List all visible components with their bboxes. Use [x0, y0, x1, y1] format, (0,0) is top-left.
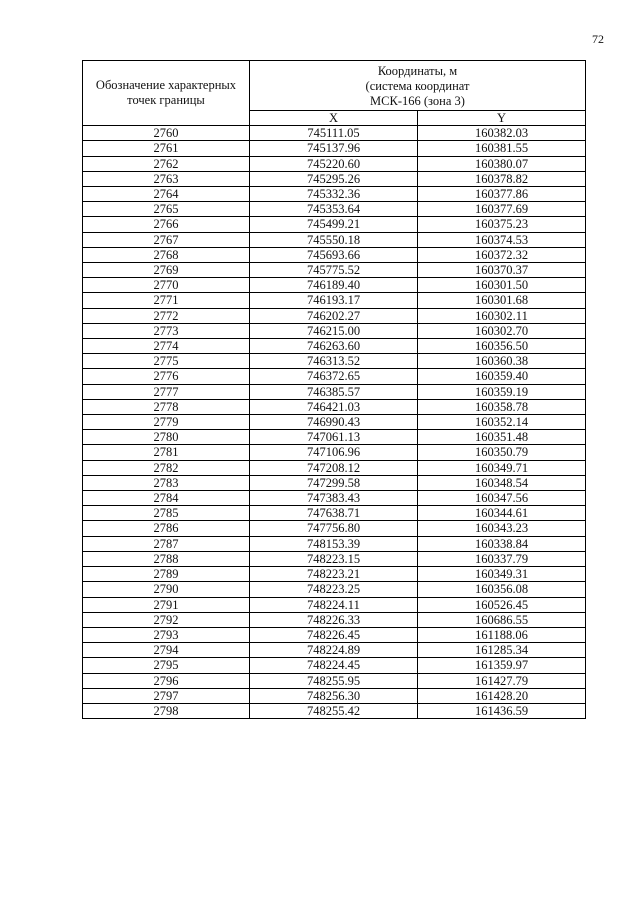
point-id-cell: 2785: [83, 506, 250, 521]
table-row: [83, 460, 586, 475]
point-id-cell: 2763: [83, 171, 250, 186]
table-row: [83, 688, 586, 703]
y-coordinate-cell: 161359.97: [418, 658, 586, 673]
point-id-cell: 2793: [83, 627, 250, 642]
column-y-header: Y: [418, 111, 586, 126]
point-id-cell: 2780: [83, 430, 250, 445]
table-row: [83, 475, 586, 490]
point-id-cell: 2782: [83, 460, 250, 475]
table-row: [83, 536, 586, 551]
page-number: 72: [592, 32, 604, 46]
coordinates-table: [82, 60, 586, 719]
point-id-cell: 2769: [83, 263, 250, 278]
x-coordinate-cell: 747756.80: [250, 521, 418, 536]
table-row: [83, 673, 586, 688]
y-coordinate-cell: 160352.14: [418, 415, 586, 430]
x-coordinate-cell: 747106.96: [250, 445, 418, 460]
table-row: [83, 156, 586, 171]
y-coordinate-cell: 160377.86: [418, 187, 586, 202]
point-id-cell: 2778: [83, 399, 250, 414]
y-coordinate-cell: 160343.23: [418, 521, 586, 536]
x-coordinate-cell: 745332.36: [250, 187, 418, 202]
y-coordinate-cell: 160338.84: [418, 536, 586, 551]
x-coordinate-cell: 747299.58: [250, 475, 418, 490]
y-coordinate-cell: 161188.06: [418, 627, 586, 642]
table-row: [83, 643, 586, 658]
x-coordinate-cell: 745353.64: [250, 202, 418, 217]
point-id-cell: 2777: [83, 384, 250, 399]
table-row: [83, 658, 586, 673]
table-row: [83, 308, 586, 323]
point-id-cell: 2767: [83, 232, 250, 247]
y-coordinate-cell: 160382.03: [418, 126, 586, 141]
table-row: [83, 354, 586, 369]
table-body: [83, 126, 586, 719]
x-coordinate-cell: 748226.33: [250, 612, 418, 627]
x-coordinate-cell: 748223.25: [250, 582, 418, 597]
point-id-cell: 2772: [83, 308, 250, 323]
x-coordinate-cell: 746990.43: [250, 415, 418, 430]
x-coordinate-cell: 748223.15: [250, 551, 418, 566]
point-id-cell: 2768: [83, 247, 250, 262]
x-coordinate-cell: 746202.27: [250, 308, 418, 323]
point-id-cell: 2779: [83, 415, 250, 430]
table-row: [83, 627, 586, 642]
table-row: [83, 263, 586, 278]
point-id-cell: 2760: [83, 126, 250, 141]
table-header-row: [83, 61, 586, 111]
point-id-cell: 2770: [83, 278, 250, 293]
x-coordinate-cell: 746313.52: [250, 354, 418, 369]
coordinates-header-line1: Координаты, м: [377, 64, 458, 78]
x-coordinate-cell: 748223.21: [250, 567, 418, 582]
y-coordinate-cell: 160370.37: [418, 263, 586, 278]
y-coordinate-cell: 160349.31: [418, 567, 586, 582]
x-coordinate-cell: 745220.60: [250, 156, 418, 171]
point-id-cell: 2773: [83, 323, 250, 338]
table-row: [83, 293, 586, 308]
point-id-cell: 2775: [83, 354, 250, 369]
point-id-cell: 2761: [83, 141, 250, 156]
y-coordinate-cell: 160301.50: [418, 278, 586, 293]
x-coordinate-cell: 745693.66: [250, 247, 418, 262]
x-coordinate-cell: 747638.71: [250, 506, 418, 521]
table-row: [83, 187, 586, 202]
y-coordinate-cell: 160348.54: [418, 475, 586, 490]
x-coordinate-cell: 745137.96: [250, 141, 418, 156]
table-row: [83, 369, 586, 384]
x-coordinate-cell: 746189.40: [250, 278, 418, 293]
x-coordinate-cell: 748256.30: [250, 688, 418, 703]
y-coordinate-cell: 160356.50: [418, 339, 586, 354]
y-coordinate-cell: 160372.32: [418, 247, 586, 262]
point-id-cell: 2798: [83, 703, 250, 718]
point-id-cell: 2790: [83, 582, 250, 597]
x-coordinate-cell: 746372.65: [250, 369, 418, 384]
table-row: [83, 278, 586, 293]
table-row: [83, 217, 586, 232]
point-id-cell: 2795: [83, 658, 250, 673]
y-coordinate-cell: 160359.19: [418, 384, 586, 399]
table-row: [83, 582, 586, 597]
y-coordinate-cell: 160377.69: [418, 202, 586, 217]
table-row: [83, 703, 586, 718]
table-row: [83, 323, 586, 338]
coordinates-header-line3: МСК-166 (зона 3): [370, 94, 465, 108]
x-coordinate-cell: 746193.17: [250, 293, 418, 308]
x-coordinate-cell: 745295.26: [250, 171, 418, 186]
x-coordinate-cell: 748153.39: [250, 536, 418, 551]
table-row: [83, 521, 586, 536]
y-coordinate-cell: 160380.07: [418, 156, 586, 171]
table-row: [83, 551, 586, 566]
table-row: [83, 247, 586, 262]
y-coordinate-cell: 160351.48: [418, 430, 586, 445]
y-coordinate-cell: 160350.79: [418, 445, 586, 460]
y-coordinate-cell: 160302.70: [418, 323, 586, 338]
point-id-cell: 2787: [83, 536, 250, 551]
point-id-cell: 2783: [83, 475, 250, 490]
x-coordinate-cell: 748255.95: [250, 673, 418, 688]
column-x-header: X: [250, 111, 418, 126]
point-designation-header: Обозначение характерных точек границы: [83, 61, 250, 126]
coordinates-group-header: [250, 61, 586, 111]
point-id-cell: 2762: [83, 156, 250, 171]
y-coordinate-cell: 160686.55: [418, 612, 586, 627]
table-row: [83, 126, 586, 141]
point-id-cell: 2797: [83, 688, 250, 703]
y-coordinate-cell: 160526.45: [418, 597, 586, 612]
point-id-cell: 2781: [83, 445, 250, 460]
x-coordinate-cell: 746385.57: [250, 384, 418, 399]
point-id-cell: 2784: [83, 491, 250, 506]
table-row: [83, 612, 586, 627]
y-coordinate-cell: 160347.56: [418, 491, 586, 506]
table-row: [83, 399, 586, 414]
table-row: [83, 384, 586, 399]
x-coordinate-cell: 748226.45: [250, 627, 418, 642]
point-id-cell: 2794: [83, 643, 250, 658]
x-coordinate-cell: 748224.11: [250, 597, 418, 612]
table-row: [83, 232, 586, 247]
point-id-cell: 2791: [83, 597, 250, 612]
y-coordinate-cell: 160349.71: [418, 460, 586, 475]
point-id-cell: 2792: [83, 612, 250, 627]
point-id-cell: 2771: [83, 293, 250, 308]
y-coordinate-cell: 160344.61: [418, 506, 586, 521]
y-coordinate-cell: 161428.20: [418, 688, 586, 703]
x-coordinate-cell: 746263.60: [250, 339, 418, 354]
x-coordinate-cell: 747383.43: [250, 491, 418, 506]
table-row: [83, 141, 586, 156]
x-coordinate-cell: 748224.89: [250, 643, 418, 658]
point-id-cell: 2786: [83, 521, 250, 536]
table-row: [83, 445, 586, 460]
x-coordinate-cell: 745775.52: [250, 263, 418, 278]
x-coordinate-cell: 745111.05: [250, 126, 418, 141]
y-coordinate-cell: 160356.08: [418, 582, 586, 597]
point-id-cell: 2789: [83, 567, 250, 582]
y-coordinate-cell: 161436.59: [418, 703, 586, 718]
table-row: [83, 506, 586, 521]
y-coordinate-cell: 160359.40: [418, 369, 586, 384]
x-coordinate-cell: 747061.13: [250, 430, 418, 445]
x-coordinate-cell: 748255.42: [250, 703, 418, 718]
y-coordinate-cell: 160337.79: [418, 551, 586, 566]
table-row: [83, 491, 586, 506]
point-id-cell: 2766: [83, 217, 250, 232]
x-coordinate-cell: 745550.18: [250, 232, 418, 247]
y-coordinate-cell: 160358.78: [418, 399, 586, 414]
table-row: [83, 202, 586, 217]
y-coordinate-cell: 160375.23: [418, 217, 586, 232]
point-id-cell: 2796: [83, 673, 250, 688]
table-row: [83, 171, 586, 186]
y-coordinate-cell: 160302.11: [418, 308, 586, 323]
x-coordinate-cell: 745499.21: [250, 217, 418, 232]
y-coordinate-cell: 160381.55: [418, 141, 586, 156]
y-coordinate-cell: 160301.68: [418, 293, 586, 308]
point-id-cell: 2765: [83, 202, 250, 217]
y-coordinate-cell: 161427.79: [418, 673, 586, 688]
y-coordinate-cell: 161285.34: [418, 643, 586, 658]
table-row: [83, 567, 586, 582]
table-row: [83, 339, 586, 354]
y-coordinate-cell: 160360.38: [418, 354, 586, 369]
point-id-cell: 2776: [83, 369, 250, 384]
coordinates-header-line2: (система координат: [365, 79, 470, 93]
x-coordinate-cell: 746215.00: [250, 323, 418, 338]
table-row: [83, 430, 586, 445]
x-coordinate-cell: 748224.45: [250, 658, 418, 673]
x-coordinate-cell: 746421.03: [250, 399, 418, 414]
point-id-cell: 2788: [83, 551, 250, 566]
y-coordinate-cell: 160378.82: [418, 171, 586, 186]
point-id-cell: 2774: [83, 339, 250, 354]
x-coordinate-cell: 747208.12: [250, 460, 418, 475]
table-row: [83, 597, 586, 612]
table-row: [83, 415, 586, 430]
y-coordinate-cell: 160374.53: [418, 232, 586, 247]
point-id-cell: 2764: [83, 187, 250, 202]
